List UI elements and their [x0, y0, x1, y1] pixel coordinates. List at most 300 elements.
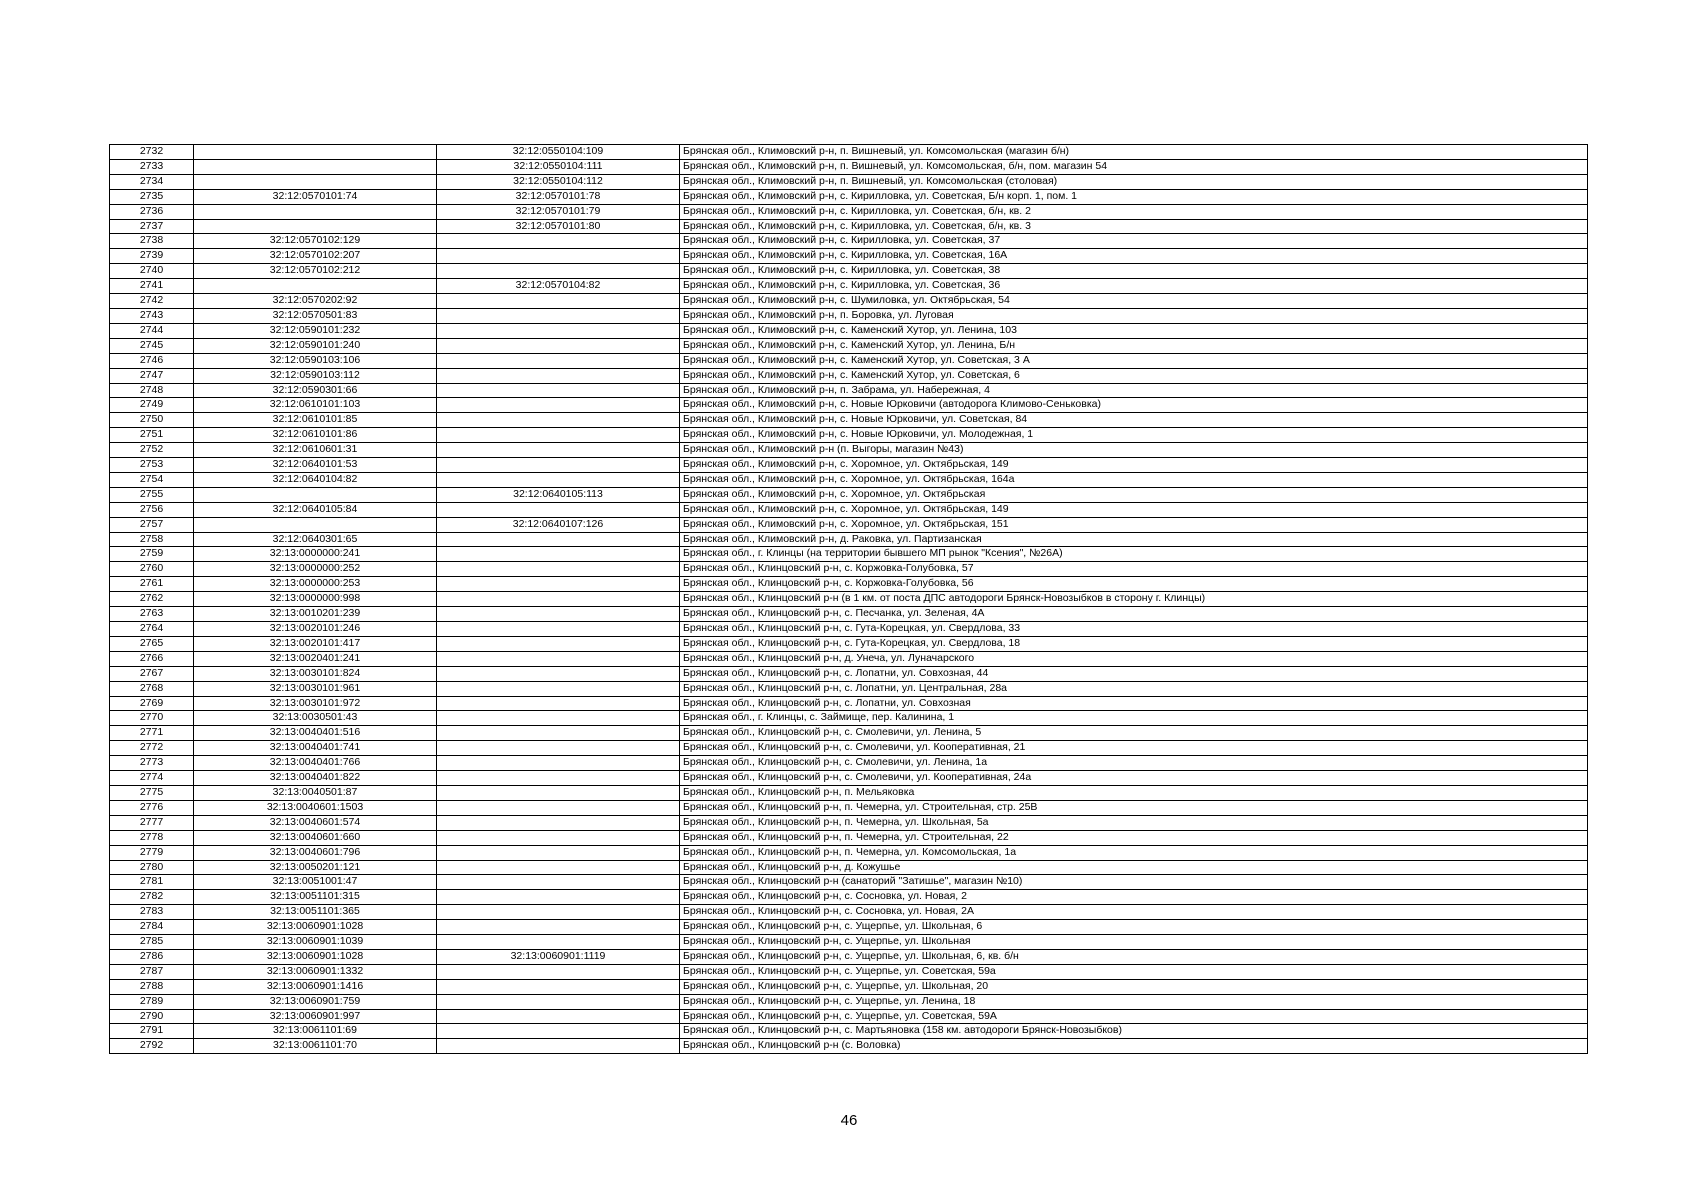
cadastral-number-cell: 32:12:0570101:74	[194, 189, 437, 204]
row-number-cell: 2766	[110, 651, 194, 666]
address-cell: Брянская обл., Климовский р-н, п. Боровка, ул. Луговая	[680, 308, 1588, 323]
address-cell: Брянская обл., Клинцовский р-н, п. Чемерна, ул. Комсомольская, 1а	[680, 845, 1588, 860]
table-row	[110, 502, 1588, 517]
cadastral-number-2-cell	[437, 443, 680, 458]
cadastral-number-2-cell	[437, 398, 680, 413]
cadastral-number-2-cell	[437, 905, 680, 920]
row-number-cell: 2778	[110, 830, 194, 845]
address-cell: Брянская обл., Клинцовский р-н, с. Смолевичи, ул. Ленина, 1а	[680, 756, 1588, 771]
cadastral-number-cell	[194, 174, 437, 189]
cadastral-number-cell: 32:12:0570102:212	[194, 264, 437, 279]
row-number-cell: 2759	[110, 547, 194, 562]
address-cell: Брянская обл., Клинцовский р-н, с. Гута-Корецкая, ул. Свердлова, 33	[680, 622, 1588, 637]
cadastral-number-cell: 32:13:0060901:1416	[194, 979, 437, 994]
table-row	[110, 294, 1588, 309]
table-row	[110, 964, 1588, 979]
address-cell: Брянская обл., Климовский р-н, с. Шумиловка, ул. Октябрьская, 54	[680, 294, 1588, 309]
cadastral-number-2-cell	[437, 756, 680, 771]
address-cell: Брянская обл., Климовский р-н, с. Хоромное, ул. Октябрьская, 149	[680, 502, 1588, 517]
cadastral-number-2-cell: 32:12:0550104:111	[437, 159, 680, 174]
table-row	[110, 547, 1588, 562]
address-cell: Брянская обл., Клинцовский р-н (с. Воловка)	[680, 1039, 1588, 1054]
table-row	[110, 905, 1588, 920]
cadastral-number-cell: 32:13:0051101:365	[194, 905, 437, 920]
cadastral-number-2-cell	[437, 741, 680, 756]
address-cell: Брянская обл., Климовский р-н, с. Новые Юрковичи, ул. Молодежная, 1	[680, 428, 1588, 443]
table-row	[110, 323, 1588, 338]
address-cell: Брянская обл., Клинцовский р-н, с. Сосновка, ул. Новая, 2	[680, 890, 1588, 905]
table-row	[110, 1024, 1588, 1039]
cadastral-number-cell	[194, 159, 437, 174]
address-cell: Брянская обл., Клинцовский р-н, с. Мартьяновка (158 км. автодороги Брянск-Новозыбков)	[680, 1024, 1588, 1039]
row-number-cell: 2741	[110, 279, 194, 294]
cadastral-number-cell: 32:13:0040601:574	[194, 815, 437, 830]
cadastral-number-cell: 32:13:0040401:516	[194, 726, 437, 741]
address-cell: Брянская обл., Клинцовский р-н, с. Лопатни, ул. Центральная, 28а	[680, 681, 1588, 696]
row-number-cell: 2787	[110, 964, 194, 979]
cadastral-number-cell: 32:13:0030101:961	[194, 681, 437, 696]
cadastral-number-2-cell	[437, 890, 680, 905]
cadastral-number-cell: 32:12:0590301:66	[194, 383, 437, 398]
row-number-cell: 2738	[110, 234, 194, 249]
registry-table-body	[110, 145, 1588, 1054]
row-number-cell: 2781	[110, 875, 194, 890]
table-row	[110, 264, 1588, 279]
row-number-cell: 2785	[110, 935, 194, 950]
row-number-cell: 2764	[110, 622, 194, 637]
table-row	[110, 622, 1588, 637]
cadastral-number-2-cell	[437, 875, 680, 890]
table-row	[110, 771, 1588, 786]
cadastral-number-cell: 32:13:0060901:759	[194, 994, 437, 1009]
row-number-cell: 2751	[110, 428, 194, 443]
cadastral-number-2-cell	[437, 711, 680, 726]
table-row	[110, 949, 1588, 964]
cadastral-number-2-cell	[437, 1009, 680, 1024]
row-number-cell: 2745	[110, 338, 194, 353]
cadastral-number-cell: 32:13:0040601:796	[194, 845, 437, 860]
address-cell: Брянская обл., Клинцовский р-н, п. Чемерна, ул. Строительная, 22	[680, 830, 1588, 845]
address-cell: Брянская обл., Климовский р-н, с. Хоромное, ул. Октябрьская, 151	[680, 517, 1588, 532]
row-number-cell: 2732	[110, 145, 194, 160]
row-number-cell: 2770	[110, 711, 194, 726]
cadastral-number-2-cell	[437, 458, 680, 473]
address-cell: Брянская обл., Клинцовский р-н, с. Песчанка, ул. Зеленая, 4А	[680, 607, 1588, 622]
row-number-cell: 2754	[110, 472, 194, 487]
address-cell: Брянская обл., Клинцовский р-н (санаторий "Затишье", магазин №10)	[680, 875, 1588, 890]
cadastral-number-2-cell	[437, 845, 680, 860]
table-row	[110, 338, 1588, 353]
cadastral-number-2-cell	[437, 428, 680, 443]
row-number-cell: 2757	[110, 517, 194, 532]
cadastral-number-cell: 32:12:0570102:129	[194, 234, 437, 249]
cadastral-number-cell: 32:13:0000000:252	[194, 562, 437, 577]
table-row	[110, 219, 1588, 234]
address-cell: Брянская обл., Климовский р-н, с. Хоромное, ул. Октябрьская, 149	[680, 458, 1588, 473]
cadastral-number-cell: 32:13:0040501:87	[194, 785, 437, 800]
cadastral-number-2-cell	[437, 353, 680, 368]
table-row	[110, 383, 1588, 398]
address-cell: Брянская обл., Клинцовский р-н, с. Смолевичи, ул. Кооперативная, 21	[680, 741, 1588, 756]
cadastral-number-cell: 32:13:0000000:253	[194, 577, 437, 592]
cadastral-number-2-cell	[437, 502, 680, 517]
address-cell: Брянская обл., Клинцовский р-н, с. Ущерпье, ул. Советская, 59а	[680, 964, 1588, 979]
cadastral-number-2-cell	[437, 771, 680, 786]
address-cell: Брянская обл., Климовский р-н, с. Каменский Хутор, ул. Ленина, 103	[680, 323, 1588, 338]
cadastral-number-2-cell	[437, 338, 680, 353]
registry-table	[109, 144, 1588, 1054]
address-cell: Брянская обл., Климовский р-н, п. Вишневый, ул. Комсомольская, б/н, пом. магазин 54	[680, 159, 1588, 174]
table-row	[110, 234, 1588, 249]
row-number-cell: 2775	[110, 785, 194, 800]
row-number-cell: 2782	[110, 890, 194, 905]
table-row	[110, 487, 1588, 502]
table-row	[110, 800, 1588, 815]
row-number-cell: 2750	[110, 413, 194, 428]
row-number-cell: 2771	[110, 726, 194, 741]
address-cell: Брянская обл., Клинцовский р-н, п. Чемерна, ул. Школьная, 5а	[680, 815, 1588, 830]
cadastral-number-2-cell	[437, 651, 680, 666]
cadastral-number-2-cell	[437, 383, 680, 398]
cadastral-number-2-cell	[437, 785, 680, 800]
table-row	[110, 890, 1588, 905]
cadastral-number-cell: 32:13:0050201:121	[194, 860, 437, 875]
cadastral-number-2-cell	[437, 815, 680, 830]
cadastral-number-2-cell	[437, 308, 680, 323]
cadastral-number-cell: 32:13:0030101:972	[194, 696, 437, 711]
cadastral-number-cell: 32:13:0060901:1028	[194, 920, 437, 935]
row-number-cell: 2789	[110, 994, 194, 1009]
address-cell: Брянская обл., г. Клинцы (на территории бывшего МП рынок "Ксения", №26А)	[680, 547, 1588, 562]
cadastral-number-2-cell	[437, 547, 680, 562]
table-row	[110, 204, 1588, 219]
table-row	[110, 920, 1588, 935]
cadastral-number-cell	[194, 487, 437, 502]
cadastral-number-2-cell	[437, 577, 680, 592]
address-cell: Брянская обл., Климовский р-н, с. Кирилловка, ул. Советская, 16А	[680, 249, 1588, 264]
cadastral-number-cell: 32:13:0030101:824	[194, 666, 437, 681]
address-cell: Брянская обл., Клинцовский р-н, с. Сосновка, ул. Новая, 2А	[680, 905, 1588, 920]
table-row	[110, 577, 1588, 592]
address-cell: Брянская обл., Климовский р-н, с. Каменский Хутор, ул. Советская, 3 А	[680, 353, 1588, 368]
table-row	[110, 159, 1588, 174]
row-number-cell: 2742	[110, 294, 194, 309]
table-row	[110, 935, 1588, 950]
row-number-cell: 2769	[110, 696, 194, 711]
cadastral-number-cell: 32:13:0020101:246	[194, 622, 437, 637]
table-row	[110, 681, 1588, 696]
address-cell: Брянская обл., Климовский р-н, д. Раковка, ул. Партизанская	[680, 532, 1588, 547]
cadastral-number-2-cell: 32:13:0060901:1119	[437, 949, 680, 964]
row-number-cell: 2777	[110, 815, 194, 830]
cadastral-number-2-cell	[437, 1039, 680, 1054]
cadastral-number-cell: 32:12:0640105:84	[194, 502, 437, 517]
address-cell: Брянская обл., Клинцовский р-н, с. Лопатни, ул. Совхозная	[680, 696, 1588, 711]
table-row	[110, 413, 1588, 428]
table-row	[110, 1039, 1588, 1054]
cadastral-number-cell: 32:13:0040601:1503	[194, 800, 437, 815]
cadastral-number-2-cell: 32:12:0570104:82	[437, 279, 680, 294]
row-number-cell: 2761	[110, 577, 194, 592]
table-row	[110, 979, 1588, 994]
cadastral-number-2-cell	[437, 234, 680, 249]
table-row	[110, 592, 1588, 607]
row-number-cell: 2740	[110, 264, 194, 279]
cadastral-number-cell: 32:13:0051001:47	[194, 875, 437, 890]
table-row	[110, 368, 1588, 383]
cadastral-number-cell: 32:12:0610601:31	[194, 443, 437, 458]
table-row	[110, 398, 1588, 413]
address-cell: Брянская обл., Климовский р-н, с. Кирилловка, ул. Советская, б/н, кв. 3	[680, 219, 1588, 234]
cadastral-number-2-cell: 32:12:0640105:113	[437, 487, 680, 502]
address-cell: Брянская обл., Клинцовский р-н, с. Коржовка-Голубовка, 56	[680, 577, 1588, 592]
table-row	[110, 562, 1588, 577]
cadastral-number-cell: 32:13:0061101:70	[194, 1039, 437, 1054]
table-row	[110, 443, 1588, 458]
row-number-cell: 2788	[110, 979, 194, 994]
row-number-cell: 2735	[110, 189, 194, 204]
row-number-cell: 2773	[110, 756, 194, 771]
cadastral-number-cell: 32:12:0590101:232	[194, 323, 437, 338]
table-row	[110, 636, 1588, 651]
table-row	[110, 756, 1588, 771]
address-cell: Брянская обл., Клинцовский р-н, с. Смолевичи, ул. Ленина, 5	[680, 726, 1588, 741]
cadastral-number-2-cell	[437, 562, 680, 577]
cadastral-number-cell: 32:13:0040401:766	[194, 756, 437, 771]
cadastral-number-cell: 32:13:0060901:997	[194, 1009, 437, 1024]
address-cell: Брянская обл., Клинцовский р-н, с. Коржовка-Голубовка, 57	[680, 562, 1588, 577]
cadastral-number-cell: 32:13:0040401:741	[194, 741, 437, 756]
address-cell: Брянская обл., г. Клинцы, с. Займище, пер. Калинина, 1	[680, 711, 1588, 726]
table-row	[110, 279, 1588, 294]
address-cell: Брянская обл., Клинцовский р-н, с. Ущерпье, ул. Школьная, 20	[680, 979, 1588, 994]
row-number-cell: 2784	[110, 920, 194, 935]
cadastral-number-cell: 32:13:0061101:69	[194, 1024, 437, 1039]
cadastral-number-2-cell: 32:12:0640107:126	[437, 517, 680, 532]
cadastral-number-cell: 32:13:0030501:43	[194, 711, 437, 726]
table-row	[110, 651, 1588, 666]
row-number-cell: 2783	[110, 905, 194, 920]
row-number-cell: 2733	[110, 159, 194, 174]
address-cell: Брянская обл., Клинцовский р-н, с. Гута-Корецкая, ул. Свердлова, 18	[680, 636, 1588, 651]
address-cell: Брянская обл., Клинцовский р-н, с. Ущерпье, ул. Школьная, 6, кв. б/н	[680, 949, 1588, 964]
cadastral-number-cell: 32:13:0051101:315	[194, 890, 437, 905]
cadastral-number-cell	[194, 219, 437, 234]
address-cell: Брянская обл., Климовский р-н, с. Кирилловка, ул. Советская, б/н, кв. 2	[680, 204, 1588, 219]
row-number-cell: 2779	[110, 845, 194, 860]
cadastral-number-2-cell	[437, 607, 680, 622]
cadastral-number-2-cell	[437, 636, 680, 651]
table-row	[110, 308, 1588, 323]
table-row	[110, 726, 1588, 741]
table-row	[110, 353, 1588, 368]
address-cell: Брянская обл., Климовский р-н, с. Кирилловка, ул. Советская, 37	[680, 234, 1588, 249]
row-number-cell: 2737	[110, 219, 194, 234]
cadastral-number-2-cell	[437, 920, 680, 935]
cadastral-number-cell: 32:13:0060901:1332	[194, 964, 437, 979]
row-number-cell: 2756	[110, 502, 194, 517]
cadastral-number-2-cell	[437, 696, 680, 711]
address-cell: Брянская обл., Климовский р-н, п. Вишневый, ул. Комсомольская (магазин б/н)	[680, 145, 1588, 160]
cadastral-number-cell	[194, 204, 437, 219]
address-cell: Брянская обл., Климовский р-н, с. Кирилловка, ул. Советская, 36	[680, 279, 1588, 294]
cadastral-number-cell: 32:12:0610101:86	[194, 428, 437, 443]
address-cell: Брянская обл., Климовский р-н, с. Новые Юрковичи (автодорога Климово-Сеньковка)	[680, 398, 1588, 413]
address-cell: Брянская обл., Климовский р-н, с. Хоромное, ул. Октябрьская, 164а	[680, 472, 1588, 487]
address-cell: Брянская обл., Климовский р-н, с. Хоромное, ул. Октябрьская	[680, 487, 1588, 502]
address-cell: Брянская обл., Клинцовский р-н, с. Ущерпье, ул. Ленина, 18	[680, 994, 1588, 1009]
cadastral-number-2-cell	[437, 979, 680, 994]
address-cell: Брянская обл., Климовский р-н, с. Кирилловка, ул. Советская, 38	[680, 264, 1588, 279]
row-number-cell: 2734	[110, 174, 194, 189]
row-number-cell: 2780	[110, 860, 194, 875]
table-row	[110, 741, 1588, 756]
cadastral-number-cell	[194, 517, 437, 532]
cadastral-number-cell	[194, 145, 437, 160]
row-number-cell: 2744	[110, 323, 194, 338]
cadastral-number-2-cell	[437, 1024, 680, 1039]
table-row	[110, 815, 1588, 830]
address-cell: Брянская обл., Клинцовский р-н, с. Ущерпье, ул. Школьная	[680, 935, 1588, 950]
row-number-cell: 2749	[110, 398, 194, 413]
address-cell: Брянская обл., Клинцовский р-н, с. Смолевичи, ул. Кооперативная, 24а	[680, 771, 1588, 786]
cadastral-number-2-cell	[437, 830, 680, 845]
row-number-cell: 2772	[110, 741, 194, 756]
row-number-cell: 2752	[110, 443, 194, 458]
cadastral-number-2-cell: 32:12:0550104:109	[437, 145, 680, 160]
row-number-cell: 2748	[110, 383, 194, 398]
row-number-cell: 2792	[110, 1039, 194, 1054]
row-number-cell: 2743	[110, 308, 194, 323]
cadastral-number-cell: 32:13:0060901:1039	[194, 935, 437, 950]
address-cell: Брянская обл., Клинцовский р-н, д. Унеча, ул. Луначарского	[680, 651, 1588, 666]
row-number-cell: 2746	[110, 353, 194, 368]
row-number-cell: 2736	[110, 204, 194, 219]
cadastral-number-cell: 32:12:0590103:112	[194, 368, 437, 383]
cadastral-number-cell: 32:12:0640301:65	[194, 532, 437, 547]
cadastral-number-cell: 32:13:0020401:241	[194, 651, 437, 666]
table-row	[110, 607, 1588, 622]
table-row	[110, 830, 1588, 845]
row-number-cell: 2760	[110, 562, 194, 577]
cadastral-number-cell: 32:12:0640104:82	[194, 472, 437, 487]
cadastral-number-cell: 32:12:0590101:240	[194, 338, 437, 353]
cadastral-number-2-cell	[437, 726, 680, 741]
row-number-cell: 2767	[110, 666, 194, 681]
cadastral-number-cell: 32:13:0000000:241	[194, 547, 437, 562]
cadastral-number-cell: 32:12:0570202:92	[194, 294, 437, 309]
table-row	[110, 472, 1588, 487]
row-number-cell: 2786	[110, 949, 194, 964]
cadastral-number-2-cell	[437, 666, 680, 681]
table-row	[110, 994, 1588, 1009]
table-row	[110, 145, 1588, 160]
cadastral-number-2-cell	[437, 472, 680, 487]
table-row	[110, 428, 1588, 443]
address-cell: Брянская обл., Клинцовский р-н, п. Мельяковка	[680, 785, 1588, 800]
cadastral-number-2-cell	[437, 264, 680, 279]
row-number-cell: 2755	[110, 487, 194, 502]
cadastral-number-2-cell	[437, 935, 680, 950]
row-number-cell: 2747	[110, 368, 194, 383]
table-row	[110, 517, 1588, 532]
address-cell: Брянская обл., Клинцовский р-н (в 1 км. от поста ДПС автодороги Брянск-Новозыбков в сторону г. Клинцы)	[680, 592, 1588, 607]
cadastral-number-cell: 32:12:0570102:207	[194, 249, 437, 264]
row-number-cell: 2768	[110, 681, 194, 696]
table-row	[110, 860, 1588, 875]
row-number-cell: 2758	[110, 532, 194, 547]
table-row	[110, 666, 1588, 681]
cadastral-number-cell	[194, 279, 437, 294]
cadastral-number-2-cell	[437, 681, 680, 696]
cadastral-number-2-cell	[437, 860, 680, 875]
table-row	[110, 845, 1588, 860]
cadastral-number-cell: 32:12:0570501:83	[194, 308, 437, 323]
row-number-cell: 2765	[110, 636, 194, 651]
cadastral-number-2-cell	[437, 413, 680, 428]
cadastral-number-2-cell: 32:12:0570101:79	[437, 204, 680, 219]
address-cell: Брянская обл., Климовский р-н (п. Выгоры, магазин №43)	[680, 443, 1588, 458]
cadastral-number-2-cell	[437, 994, 680, 1009]
address-cell: Брянская обл., Климовский р-н, п. Вишневый, ул. Комсомольская (столовая)	[680, 174, 1588, 189]
table-row	[110, 189, 1588, 204]
cadastral-number-2-cell: 32:12:0570101:80	[437, 219, 680, 234]
cadastral-number-cell: 32:12:0610101:85	[194, 413, 437, 428]
cadastral-number-cell: 32:13:0040401:822	[194, 771, 437, 786]
row-number-cell: 2762	[110, 592, 194, 607]
address-cell: Брянская обл., Клинцовский р-н, д. Кожушье	[680, 860, 1588, 875]
page-number: 46	[840, 1112, 858, 1129]
cadastral-number-cell: 32:12:0590103:106	[194, 353, 437, 368]
cadastral-number-cell: 32:13:0060901:1028	[194, 949, 437, 964]
address-cell: Брянская обл., Климовский р-н, с. Новые Юрковичи, ул. Советская, 84	[680, 413, 1588, 428]
row-number-cell: 2753	[110, 458, 194, 473]
cadastral-number-cell: 32:13:0020101:417	[194, 636, 437, 651]
row-number-cell: 2739	[110, 249, 194, 264]
table-row	[110, 785, 1588, 800]
cadastral-number-cell: 32:12:0610101:103	[194, 398, 437, 413]
cadastral-number-2-cell: 32:12:0550104:112	[437, 174, 680, 189]
row-number-cell: 2776	[110, 800, 194, 815]
cadastral-number-2-cell	[437, 249, 680, 264]
table-row	[110, 458, 1588, 473]
table-row	[110, 696, 1588, 711]
address-cell: Брянская обл., Климовский р-н, с. Кирилловка, ул. Советская, Б/н корп. 1, пом. 1	[680, 189, 1588, 204]
row-number-cell: 2774	[110, 771, 194, 786]
table-row	[110, 1009, 1588, 1024]
cadastral-number-2-cell	[437, 323, 680, 338]
row-number-cell: 2791	[110, 1024, 194, 1039]
cadastral-number-2-cell	[437, 800, 680, 815]
table-row	[110, 174, 1588, 189]
table-row	[110, 875, 1588, 890]
address-cell: Брянская обл., Клинцовский р-н, п. Чемерна, ул. Строительная, стр. 25В	[680, 800, 1588, 815]
address-cell: Брянская обл., Клинцовский р-н, с. Ущерпье, ул. Школьная, 6	[680, 920, 1588, 935]
address-cell: Брянская обл., Клинцовский р-н, с. Лопатни, ул. Совхозная, 44	[680, 666, 1588, 681]
table-row	[110, 711, 1588, 726]
cadastral-number-cell: 32:12:0640101:53	[194, 458, 437, 473]
cadastral-number-2-cell	[437, 592, 680, 607]
cadastral-number-2-cell	[437, 368, 680, 383]
address-cell: Брянская обл., Климовский р-н, с. Каменский Хутор, ул. Советская, 6	[680, 368, 1588, 383]
address-cell: Брянская обл., Климовский р-н, п. Забрама, ул. Набережная, 4	[680, 383, 1588, 398]
cadastral-number-cell: 32:13:0010201:239	[194, 607, 437, 622]
row-number-cell: 2790	[110, 1009, 194, 1024]
table-row	[110, 249, 1588, 264]
address-cell: Брянская обл., Клинцовский р-н, с. Ущерпье, ул. Советская, 59А	[680, 1009, 1588, 1024]
table-row	[110, 532, 1588, 547]
cadastral-number-2-cell	[437, 622, 680, 637]
